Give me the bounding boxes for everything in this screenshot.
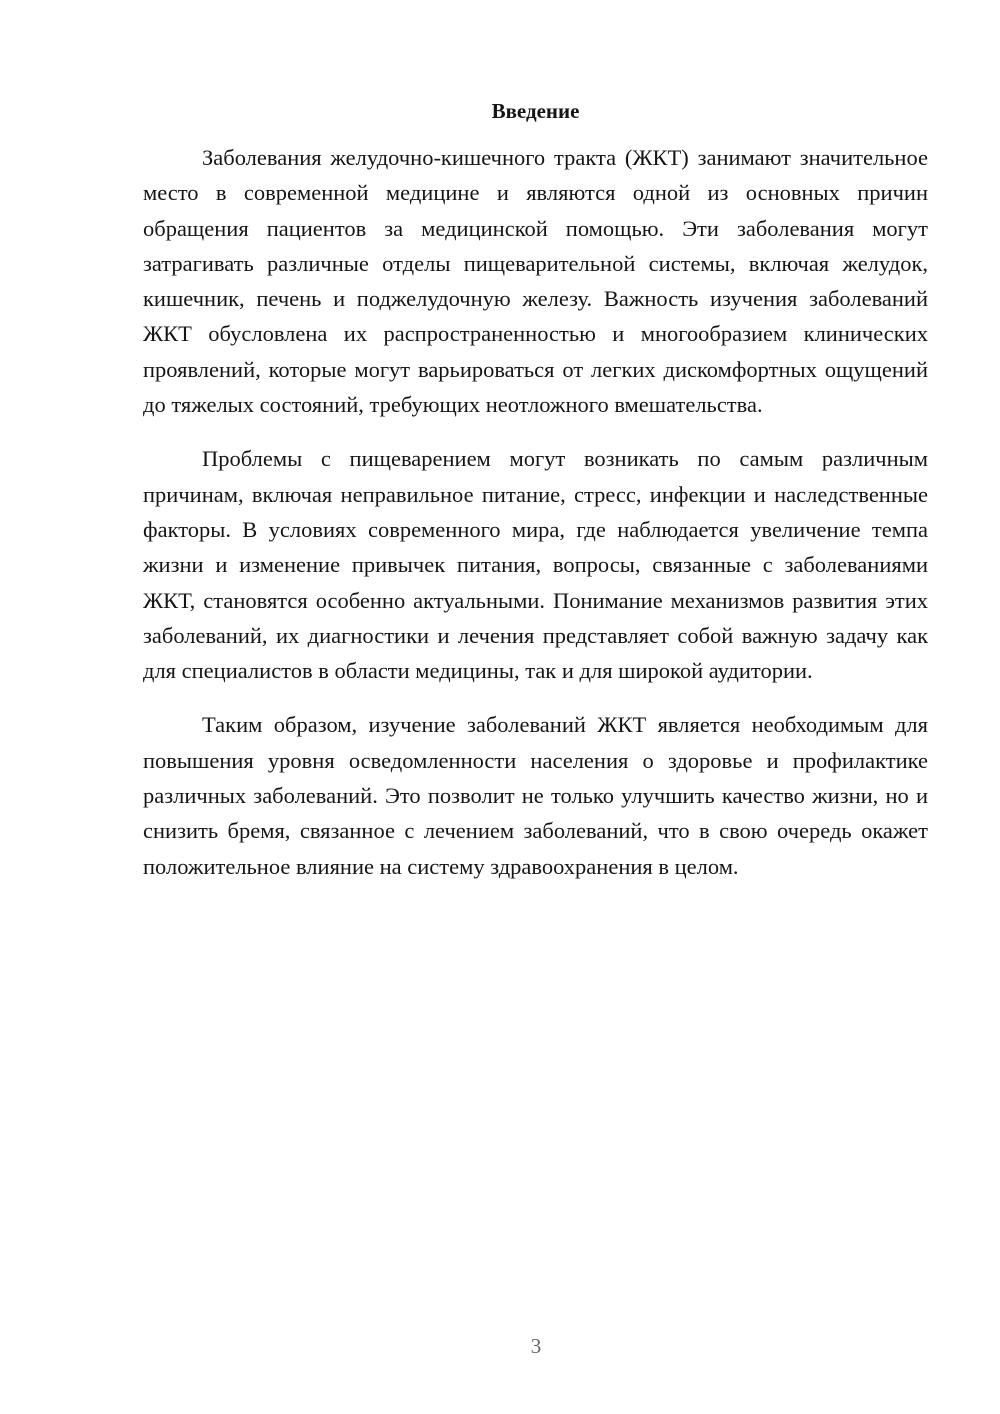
paragraph-2: Проблемы с пищеварением могут возникать по самым различным причинам, включая неправильное питание, стресс, инфекции и наследственные факторы. В условиях современного мира, где наблюдается увеличение темпа жизни и изменение привычек питания, вопросы, связанные с заболеваниями ЖКТ, становятся особенно актуальными. Понимание механизмов развития этих заболеваний, их диагностики и лечения представляет собой важную задачу как для специалистов в области медицины, так и для широкой аудитории. — [143, 446, 928, 684]
section-title: Введение — [491, 99, 580, 123]
paragraph-3: Таким образом, изучение заболеваний ЖКТ является необходимым для повышения уровня осведомленности населения о здоровье и профилактике различных заболеваний. Это позволит не только улучшить качество жизни, но и снизить бремя, связанное с лечением заболеваний, что в свою очередь окажет положительное влияние на систему здравоохранения в целом. — [143, 712, 928, 879]
document-body — [143, 96, 928, 903]
paragraph-1: Заболевания желудочно-кишечного тракта (ЖКТ) занимают значительное место в современной медицине и являются одной из основных причин обращения пациентов за медицинской помощью. Эти заболевания могут затрагивать различные отделы пищеварительной системы, включая желудок, кишечник, печень и поджелудочную железу. Важность изучения заболеваний ЖКТ обусловлена их распространенностью и многообразием клинических проявлений, которые могут варьироваться от легких дискомфортных ощущений до тяжелых состояний, требующих неотложного вмешательства. — [143, 145, 928, 418]
page-number: 3 — [530, 1334, 542, 1358]
